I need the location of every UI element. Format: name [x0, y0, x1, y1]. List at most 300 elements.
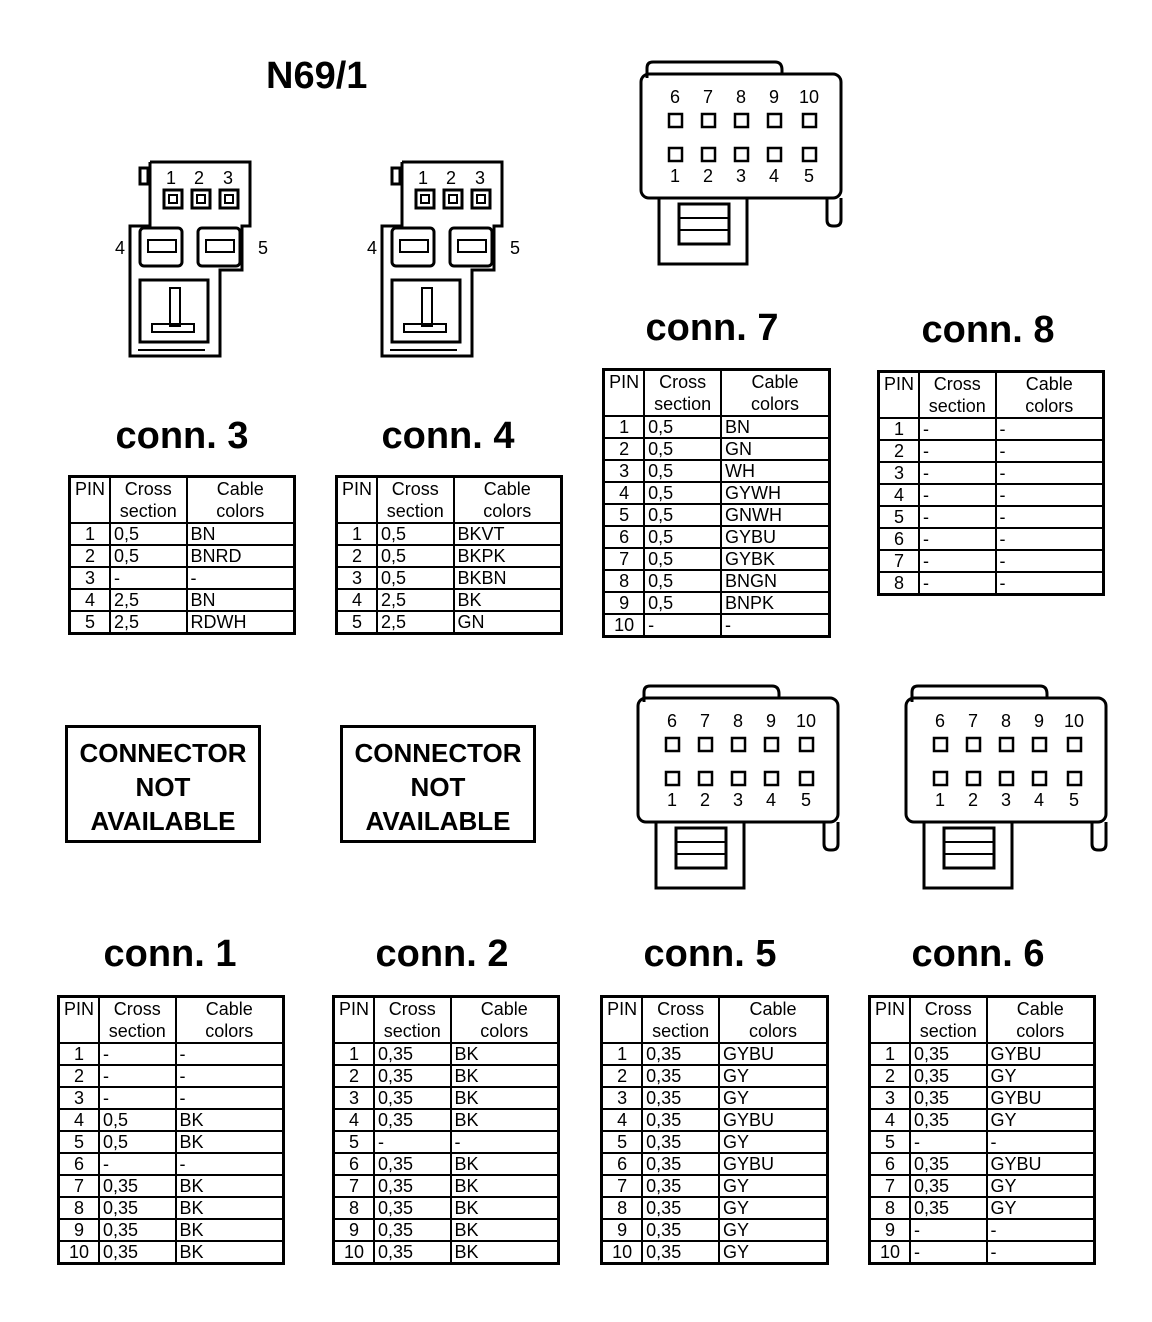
- cross-section-header: Cross section: [110, 477, 187, 524]
- cross-section-cell: 0,5: [644, 460, 721, 482]
- cross-section-cell: 0,35: [99, 1197, 176, 1219]
- pin-square: [669, 114, 682, 127]
- cable-color-cell: WH: [721, 460, 830, 482]
- table-row: [70, 545, 295, 567]
- pin-square: [669, 148, 682, 161]
- table-row: [337, 589, 562, 611]
- cable-color-cell: BK: [451, 1197, 559, 1219]
- cable-color-cell: BK: [454, 589, 562, 611]
- table-row: [602, 1087, 828, 1109]
- pin-label: 1: [934, 790, 946, 810]
- table-row: [604, 570, 830, 592]
- cable-colors-header: Cable colors: [987, 997, 1095, 1044]
- cable-color-cell: BK: [176, 1241, 284, 1264]
- cross-section-cell: -: [99, 1065, 176, 1087]
- cross-section-cell: -: [910, 1131, 987, 1153]
- na-line: AVAILABLE: [365, 806, 511, 836]
- table-row: [604, 416, 830, 438]
- cross-section-header: Cross section: [644, 370, 721, 417]
- cross-section-cell: 0,5: [644, 548, 721, 570]
- table-row: [870, 1175, 1095, 1197]
- pin-square: [702, 114, 715, 127]
- pin-cell: 3: [334, 1087, 375, 1109]
- pin-label: 6: [666, 711, 678, 731]
- cross-section-cell: 0,35: [99, 1219, 176, 1241]
- table-row: [59, 1241, 284, 1264]
- pin-cell: 8: [334, 1197, 375, 1219]
- pin-label: 3: [1000, 790, 1012, 810]
- table-row: [602, 1043, 828, 1065]
- table-row: [337, 545, 562, 567]
- cross-section-header: Cross section: [374, 997, 451, 1044]
- cable-colors-header: Cable colors: [721, 370, 830, 417]
- pin-square: [800, 738, 813, 751]
- cable-color-cell: BK: [451, 1175, 559, 1197]
- pin-cell: 6: [334, 1153, 375, 1175]
- table-row: [334, 1087, 559, 1109]
- cable-color-cell: GY: [719, 1175, 828, 1197]
- pin-cell: 3: [602, 1087, 643, 1109]
- pin-square: [934, 772, 947, 785]
- pin-cell: 1: [870, 1043, 911, 1065]
- cable-color-cell: GY: [719, 1241, 828, 1264]
- table-row: [59, 1219, 284, 1241]
- cable-colors-header: Cable colors: [176, 997, 284, 1044]
- cable-color-cell: -: [996, 484, 1104, 506]
- cross-section-cell: 0,35: [374, 1043, 451, 1065]
- table-row: [70, 611, 295, 634]
- cross-section-cell: 0,5: [644, 482, 721, 504]
- cross-section-cell: 0,35: [910, 1197, 987, 1219]
- table-row: [604, 504, 830, 526]
- cross-section-cell: 0,35: [374, 1241, 451, 1264]
- cable-color-cell: GN: [721, 438, 830, 460]
- connector-not-available-box: [340, 725, 536, 843]
- small-connector-shape: [130, 162, 250, 356]
- pin-label: 2: [194, 168, 205, 188]
- table-row: [604, 592, 830, 614]
- pin-label: 6: [934, 711, 946, 731]
- pin-cell: 5: [604, 504, 645, 526]
- cable-color-cell: GYWH: [721, 482, 830, 504]
- table-header-row: [879, 372, 1104, 419]
- pin-header: PIN: [870, 997, 911, 1044]
- pin-cell: 8: [879, 572, 920, 595]
- pin-cell: 10: [604, 614, 645, 637]
- pin-cell: 9: [604, 592, 645, 614]
- cross-section-cell: 0,5: [99, 1109, 176, 1131]
- cable-color-cell: BK: [451, 1065, 559, 1087]
- pin-label: 3: [732, 790, 744, 810]
- pin-cell: 3: [59, 1087, 100, 1109]
- pin-label: 2: [702, 166, 714, 186]
- cable-color-cell: -: [176, 1087, 284, 1109]
- table-row: [334, 1153, 559, 1175]
- pin-square: [765, 772, 778, 785]
- table-row: [870, 1241, 1095, 1264]
- pin-cell: 1: [879, 418, 920, 440]
- pin-cell: 5: [70, 611, 111, 634]
- cable-color-cell: GY: [987, 1065, 1095, 1087]
- table-row: [870, 1065, 1095, 1087]
- pin-label: 8: [1000, 711, 1012, 731]
- pin-cell: 1: [334, 1043, 375, 1065]
- cable-color-cell: -: [996, 528, 1104, 550]
- pin-cell: 4: [59, 1109, 100, 1131]
- cable-color-cell: GYBU: [719, 1153, 828, 1175]
- cross-section-cell: 0,35: [910, 1109, 987, 1131]
- cross-section-cell: 0,35: [374, 1087, 451, 1109]
- cross-section-cell: 0,35: [374, 1175, 451, 1197]
- na-line: NOT: [135, 772, 191, 802]
- table-row: [59, 1065, 284, 1087]
- pin-label: 3: [475, 168, 486, 188]
- table-row: [604, 460, 830, 482]
- connector-slot: [944, 828, 994, 868]
- pin-square: [803, 114, 816, 127]
- cross-section-cell: 0,35: [910, 1043, 987, 1065]
- conn8-pin-table: [877, 370, 1105, 596]
- pin-header: PIN: [602, 997, 643, 1044]
- table-row: [59, 1153, 284, 1175]
- conn2-pin-table: [332, 995, 560, 1265]
- pin-square: [699, 738, 712, 751]
- cross-section-cell: 0,35: [910, 1153, 987, 1175]
- cable-color-cell: GY: [987, 1175, 1095, 1197]
- cross-section-cell: 0,35: [642, 1241, 719, 1264]
- pin-square: [768, 148, 781, 161]
- table-row: [604, 548, 830, 570]
- pin-cell: 8: [602, 1197, 643, 1219]
- pin-label: 5: [1068, 790, 1080, 810]
- pin-square: [699, 772, 712, 785]
- pin-square: [735, 114, 748, 127]
- cable-color-cell: GY: [719, 1197, 828, 1219]
- pin-label: 9: [768, 87, 780, 107]
- pin-square: [934, 738, 947, 751]
- cross-section-cell: 0,35: [642, 1131, 719, 1153]
- table-row: [334, 1197, 559, 1219]
- table-header-row: [337, 477, 562, 524]
- cross-section-header: Cross section: [642, 997, 719, 1044]
- pin-label: 2: [446, 168, 457, 188]
- pin-header: PIN: [70, 477, 111, 524]
- pin-cell: 5: [870, 1131, 911, 1153]
- cross-section-cell: 0,5: [99, 1131, 176, 1153]
- table-row: [879, 418, 1104, 440]
- cross-section-cell: 0,35: [642, 1219, 719, 1241]
- pin-label: 10: [798, 87, 820, 107]
- cross-section-cell: 2,5: [110, 589, 187, 611]
- pin-cell: 6: [879, 528, 920, 550]
- pin-cell: 3: [337, 567, 378, 589]
- table-row: [879, 572, 1104, 595]
- pin-label: 4: [768, 166, 780, 186]
- conn1-title: conn. 1: [103, 933, 237, 975]
- table-row: [602, 1109, 828, 1131]
- conn8-title: conn. 8: [921, 309, 1055, 351]
- pin-label: 7: [967, 711, 979, 731]
- pin-cell: 2: [604, 438, 645, 460]
- pin-label: 5: [510, 238, 521, 258]
- cable-color-cell: GY: [987, 1109, 1095, 1131]
- conn1-pin-table: [57, 995, 285, 1265]
- table-row: [70, 589, 295, 611]
- cross-section-cell: 0,35: [374, 1153, 451, 1175]
- pin-cell: 7: [879, 550, 920, 572]
- pin-cell: 5: [337, 611, 378, 634]
- pin-header: PIN: [337, 477, 378, 524]
- pin-label: 5: [803, 166, 815, 186]
- table-row: [59, 1197, 284, 1219]
- cross-section-header: Cross section: [910, 997, 987, 1044]
- connector-6-drawing: [900, 682, 1120, 894]
- pin-label: 5: [800, 790, 812, 810]
- cable-color-cell: BK: [176, 1109, 284, 1131]
- pin-cell: 9: [59, 1219, 100, 1241]
- pin-cell: 1: [602, 1043, 643, 1065]
- conn2-title: conn. 2: [375, 933, 509, 975]
- cable-color-cell: BK: [176, 1219, 284, 1241]
- table-header-row: [870, 997, 1095, 1044]
- cable-color-cell: BKBN: [454, 567, 562, 589]
- table-row: [604, 614, 830, 637]
- cross-section-cell: 0,35: [99, 1175, 176, 1197]
- cable-color-cell: BK: [451, 1043, 559, 1065]
- cable-color-cell: BK: [176, 1175, 284, 1197]
- table-row: [604, 526, 830, 548]
- cable-color-cell: -: [187, 567, 295, 589]
- cross-section-cell: 0,35: [642, 1175, 719, 1197]
- pin-cell: 9: [334, 1219, 375, 1241]
- pin-square: [800, 772, 813, 785]
- cable-color-cell: GYBU: [987, 1153, 1095, 1175]
- pin-square: [732, 738, 745, 751]
- pin-cell: 4: [337, 589, 378, 611]
- conn5-pin-table: [600, 995, 829, 1265]
- table-row: [70, 567, 295, 589]
- table-row: [59, 1109, 284, 1131]
- table-row: [879, 550, 1104, 572]
- pin-label: 7: [699, 711, 711, 731]
- cable-color-cell: GY: [719, 1131, 828, 1153]
- pin-cell: 4: [879, 484, 920, 506]
- cable-color-cell: GY: [719, 1087, 828, 1109]
- pin-cell: 6: [604, 526, 645, 548]
- cross-section-header: Cross section: [99, 997, 176, 1044]
- pin-square: [1068, 772, 1081, 785]
- cable-colors-header: Cable colors: [454, 477, 562, 524]
- cross-section-cell: 2,5: [110, 611, 187, 634]
- cable-color-cell: GYBK: [721, 548, 830, 570]
- table-row: [602, 1065, 828, 1087]
- pin-square: [702, 148, 715, 161]
- pin-label: 2: [699, 790, 711, 810]
- cross-section-cell: -: [919, 418, 996, 440]
- pin-cell: 10: [870, 1241, 911, 1264]
- pin-label: 5: [258, 238, 269, 258]
- cable-color-cell: GNWH: [721, 504, 830, 526]
- pin-label: 10: [1063, 711, 1085, 731]
- pin-label: 8: [732, 711, 744, 731]
- cable-color-cell: BK: [451, 1087, 559, 1109]
- pin-cell: 7: [334, 1175, 375, 1197]
- pin-header: PIN: [59, 997, 100, 1044]
- cable-color-cell: -: [996, 550, 1104, 572]
- cross-section-cell: 0,5: [644, 504, 721, 526]
- cable-color-cell: GYBU: [719, 1109, 828, 1131]
- cross-section-cell: 0,35: [910, 1175, 987, 1197]
- cross-section-cell: 0,5: [377, 567, 454, 589]
- connector-slot: [679, 204, 729, 244]
- cross-section-cell: -: [919, 506, 996, 528]
- pin-cell: 2: [337, 545, 378, 567]
- table-row: [337, 523, 562, 545]
- pin-square: [1000, 772, 1013, 785]
- table-row: [334, 1219, 559, 1241]
- pin-label: 4: [1033, 790, 1045, 810]
- pin-cell: 7: [59, 1175, 100, 1197]
- pin-square: [768, 114, 781, 127]
- conn3-title: conn. 3: [115, 415, 249, 457]
- cable-colors-header: Cable colors: [719, 997, 828, 1044]
- table-row: [602, 1241, 828, 1264]
- pin-cell: 3: [70, 567, 111, 589]
- pin-label: 9: [765, 711, 777, 731]
- cable-color-cell: BK: [451, 1241, 559, 1264]
- pin-cell: 2: [334, 1065, 375, 1087]
- conn3-pin-table: [68, 475, 296, 635]
- small-connector-shape: [382, 162, 502, 356]
- table-row: [604, 482, 830, 504]
- cable-colors-header: Cable colors: [451, 997, 559, 1044]
- table-row: [602, 1153, 828, 1175]
- cable-color-cell: GYBU: [721, 526, 830, 548]
- pin-cell: 3: [604, 460, 645, 482]
- connector-3-drawing: [110, 160, 280, 365]
- connector-latch-outline: [647, 62, 782, 78]
- connector-not-available-box: [65, 725, 261, 843]
- na-line: NOT: [410, 772, 466, 802]
- pin-cell: 5: [602, 1131, 643, 1153]
- pin-square: [967, 738, 980, 751]
- table-row: [870, 1131, 1095, 1153]
- pin-cell: 8: [604, 570, 645, 592]
- cross-section-cell: 0,35: [910, 1087, 987, 1109]
- cross-section-cell: -: [644, 614, 721, 637]
- na-line: CONNECTOR: [354, 738, 522, 768]
- pin-square: [666, 738, 679, 751]
- cross-section-cell: 0,5: [644, 438, 721, 460]
- cross-section-cell: -: [919, 484, 996, 506]
- main-title: N69/1: [266, 55, 368, 97]
- table-row: [334, 1131, 559, 1153]
- pin-header: PIN: [604, 370, 645, 417]
- pin-label: 8: [735, 87, 747, 107]
- table-row: [337, 567, 562, 589]
- cross-section-cell: 0,5: [110, 545, 187, 567]
- table-header-row: [59, 997, 284, 1044]
- connector-tab: [824, 822, 838, 850]
- cable-color-cell: BNGN: [721, 570, 830, 592]
- pin-cell: 7: [870, 1175, 911, 1197]
- table-row: [879, 462, 1104, 484]
- cross-section-cell: 0,5: [377, 523, 454, 545]
- table-header-row: [602, 997, 828, 1044]
- pin-cell: 3: [870, 1087, 911, 1109]
- cable-color-cell: -: [996, 418, 1104, 440]
- conn6-pin-table: [868, 995, 1096, 1265]
- pin-cell: 10: [59, 1241, 100, 1264]
- conn4-pin-table: [335, 475, 563, 635]
- cross-section-cell: -: [919, 462, 996, 484]
- pin-label: 1: [669, 166, 681, 186]
- cable-color-cell: BKPK: [454, 545, 562, 567]
- pin-cell: 6: [870, 1153, 911, 1175]
- pin-square: [803, 148, 816, 161]
- pin-cell: 8: [870, 1197, 911, 1219]
- connector-latch-outline: [644, 686, 779, 702]
- pin-cell: 1: [604, 416, 645, 438]
- cable-color-cell: -: [987, 1131, 1095, 1153]
- table-row: [602, 1197, 828, 1219]
- cross-section-cell: 0,35: [374, 1219, 451, 1241]
- pin-label: 6: [669, 87, 681, 107]
- pin-square: [1033, 772, 1046, 785]
- pin-label: 1: [166, 168, 177, 188]
- cross-section-cell: 2,5: [377, 589, 454, 611]
- cable-color-cell: -: [451, 1131, 559, 1153]
- pin-cell: 9: [602, 1219, 643, 1241]
- connector-tab: [1092, 822, 1106, 850]
- cross-section-cell: -: [919, 550, 996, 572]
- cross-section-cell: 0,5: [644, 592, 721, 614]
- cable-color-cell: BNPK: [721, 592, 830, 614]
- cross-section-cell: -: [374, 1131, 451, 1153]
- cross-section-cell: 0,5: [377, 545, 454, 567]
- cross-section-cell: -: [910, 1219, 987, 1241]
- pin-header: PIN: [879, 372, 920, 419]
- cross-section-cell: 0,5: [644, 570, 721, 592]
- pin-square: [765, 738, 778, 751]
- na-line: CONNECTOR: [79, 738, 247, 768]
- cable-color-cell: GYBU: [987, 1087, 1095, 1109]
- conn6-title: conn. 6: [911, 933, 1045, 975]
- cable-color-cell: -: [987, 1241, 1095, 1264]
- pin-square: [666, 772, 679, 785]
- cable-color-cell: -: [996, 572, 1104, 595]
- cable-colors-header: Cable colors: [187, 477, 295, 524]
- pin-label: 10: [795, 711, 817, 731]
- connector-tab: [827, 198, 841, 226]
- cable-color-cell: -: [176, 1153, 284, 1175]
- pin-cell: 10: [602, 1241, 643, 1264]
- pin-cell: 10: [334, 1241, 375, 1264]
- cable-color-cell: GYBU: [987, 1043, 1095, 1065]
- cable-color-cell: BK: [176, 1197, 284, 1219]
- pin-cell: 2: [70, 545, 111, 567]
- table-header-row: [334, 997, 559, 1044]
- conn7-pin-table: [602, 368, 831, 638]
- cross-section-cell: 0,35: [374, 1109, 451, 1131]
- pin-cell: 2: [602, 1065, 643, 1087]
- cable-color-cell: -: [721, 614, 830, 637]
- table-row: [870, 1043, 1095, 1065]
- pin-cell: 8: [59, 1197, 100, 1219]
- pin-label: 4: [115, 238, 126, 258]
- pin-cell: 5: [59, 1131, 100, 1153]
- pin-square: [1068, 738, 1081, 751]
